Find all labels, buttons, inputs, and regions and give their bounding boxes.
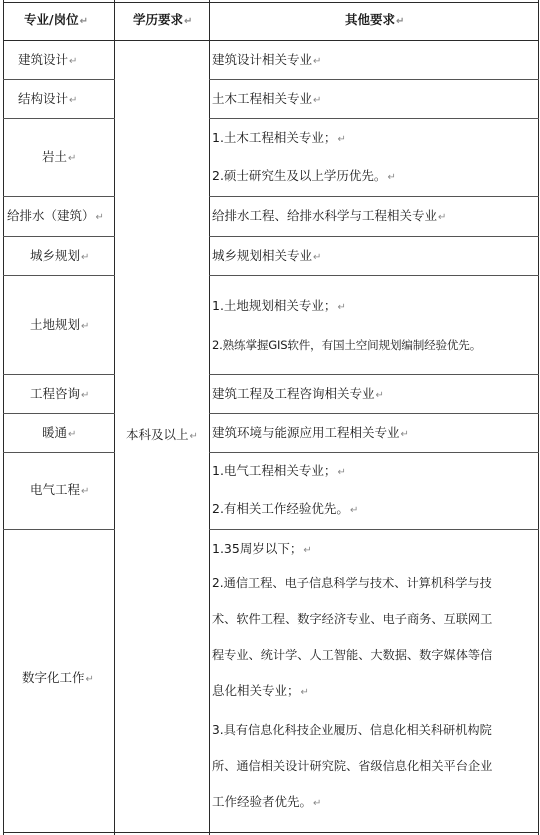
table-border-left	[3, 0, 4, 835]
header-other: 其他要求↵	[345, 12, 405, 27]
requirement-line: 2.通信工程、电子信息科学与技术、计算机科学与技	[212, 576, 492, 590]
header-education: 学历要求↵	[133, 12, 193, 27]
position-cell: 结构设计↵	[18, 91, 78, 106]
position-cell: 岩土↵	[42, 149, 77, 164]
position-cell: 数字化工作↵	[22, 670, 94, 685]
position-cell: 给排水（建筑）↵	[7, 208, 104, 223]
requirement-line: 建筑环境与能源应用工程相关专业↵	[212, 425, 409, 440]
row-line-col3	[209, 79, 539, 80]
requirement-line: 术、软件工程、数字经济专业、电子商务、互联网工	[212, 612, 493, 626]
table-border-right	[538, 0, 539, 835]
requirement-line: 1.土地规划相关专业；↵	[212, 298, 346, 313]
requirement-line: 城乡规划相关专业↵	[212, 248, 322, 263]
header-divider	[3, 40, 539, 41]
education-requirement: 本科及以上↵	[126, 427, 198, 442]
position-cell: 土地规划↵	[30, 317, 90, 332]
row-line-col3	[209, 452, 539, 453]
position-cell: 城乡规划↵	[30, 248, 90, 263]
requirement-line: 1.土木工程相关专业；↵	[212, 130, 346, 145]
requirement-line: 所、通信相关设计研究院、省级信息化相关平台企业	[212, 759, 493, 773]
row-line-col3	[209, 236, 539, 237]
requirement-line: 给排水工程、给排水科学与工程相关专业↵	[212, 208, 447, 223]
position-cell: 暖通↵	[42, 425, 77, 440]
requirement-line: 3.具有信息化科技企业履历、信息化相关科研机构院	[212, 723, 492, 737]
requirement-line: 建筑工程及工程咨询相关专业↵	[212, 386, 384, 401]
requirement-line: 2.硕士研究生及以上学历优先。↵	[212, 168, 396, 183]
row-line-col1	[3, 413, 115, 414]
position-cell: 建筑设计↵	[18, 52, 78, 67]
row-line-col1	[3, 529, 115, 530]
requirement-line: 1.35周岁以下；↵	[212, 541, 312, 556]
requirement-line: 息化相关专业；↵	[212, 683, 309, 698]
row-line-col1	[3, 374, 115, 375]
requirement-line: 建筑设计相关专业↵	[212, 52, 322, 67]
requirement-line: 土木工程相关专业↵	[212, 91, 322, 106]
row-line-col1	[3, 236, 115, 237]
row-line-col1	[3, 79, 115, 80]
requirement-line: 2.熟练掌握GIS软件，有国土空间规划编制经验优先。	[212, 338, 482, 352]
row-line-col1	[3, 196, 115, 197]
requirement-line: 1.电气工程相关专业；↵	[212, 463, 346, 478]
position-cell: 工程咨询↵	[30, 386, 90, 401]
column-divider-2	[209, 0, 210, 835]
row-line-col3	[209, 374, 539, 375]
requirement-line: 工作经验者优先。↵	[212, 794, 322, 809]
row-line-col3	[209, 275, 539, 276]
row-line-col1	[3, 118, 115, 119]
row-line-col3	[209, 413, 539, 414]
requirement-line: 2.有相关工作经验优先。↵	[212, 501, 359, 516]
table-border-bottom	[3, 832, 539, 833]
row-line-col3	[209, 529, 539, 530]
position-cell: 电气工程↵	[30, 482, 90, 497]
column-divider-1	[114, 0, 115, 835]
table-border-top	[3, 2, 539, 3]
requirement-line: 程专业、统计学、人工智能、大数据、数字媒体等信	[212, 648, 493, 662]
header-position: 专业/岗位↵	[24, 12, 88, 27]
row-line-col3	[209, 118, 539, 119]
row-line-col3	[209, 196, 539, 197]
row-line-col1	[3, 275, 115, 276]
row-line-col1	[3, 452, 115, 453]
